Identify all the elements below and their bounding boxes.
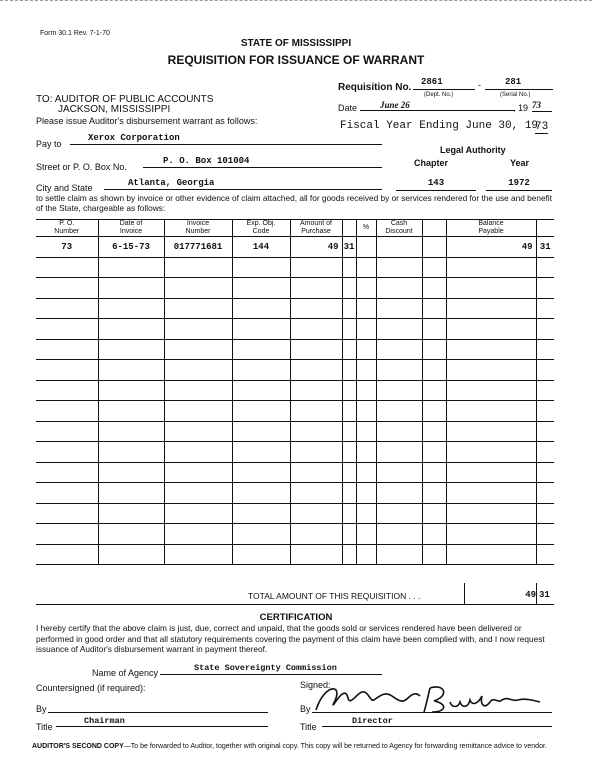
fiscal-label: Fiscal Year Ending June 30, 19 (340, 120, 539, 132)
settle-text: to settle claim as shown by invoice or other evidence of claim attached, all for goods received by or services rendered for the use and benefit of the State, chargeable as follows: (36, 193, 553, 213)
table-cell (422, 380, 446, 401)
charges-table (36, 219, 554, 565)
handwritten-signature (312, 682, 542, 716)
table-cell (164, 544, 232, 565)
table-cell (422, 462, 446, 483)
table-cell (290, 421, 342, 442)
table-cell (446, 483, 536, 504)
table-cell (98, 360, 164, 381)
table-cell (98, 503, 164, 524)
chapter-label: Chapter (414, 158, 449, 168)
table-row-empty (36, 462, 554, 483)
table-cell (164, 319, 232, 340)
by-line-left (48, 712, 268, 713)
table-cell (164, 462, 232, 483)
dash: - (478, 80, 481, 90)
countersigned-label: Countersigned (if required): (36, 683, 146, 693)
table-cell (422, 339, 446, 360)
table-cell (356, 360, 376, 381)
table-cell (376, 483, 422, 504)
table-cell (446, 257, 536, 278)
title-label-right: Title (300, 722, 317, 732)
table-cell (164, 442, 232, 463)
legal-year-value: 1972 (486, 178, 552, 191)
table-cell (164, 278, 232, 299)
table-cell (356, 298, 376, 319)
table-cell (356, 237, 376, 258)
table-cell (232, 462, 290, 483)
table-cell (356, 483, 376, 504)
table-cell (376, 319, 422, 340)
table-cell (290, 339, 342, 360)
table-cell (446, 401, 536, 422)
date-label: Date (338, 103, 358, 113)
table-cell (446, 524, 536, 545)
table-cell: 017771681 (164, 237, 232, 258)
requisition-label: Requisition No. (338, 82, 412, 93)
table-cell (232, 421, 290, 442)
table-cell (290, 503, 342, 524)
table-row-empty (36, 421, 554, 442)
table-cell (446, 360, 536, 381)
table-cell (422, 524, 446, 545)
year-label: Year (510, 158, 530, 168)
table-row-empty (36, 544, 554, 565)
table-cell (342, 339, 356, 360)
pay-to-value: Xerox Corporation (70, 133, 382, 145)
table-cell (536, 401, 554, 422)
table-cell (164, 524, 232, 545)
table-cell: 31 (536, 237, 554, 258)
table-cell (98, 483, 164, 504)
total-cents: 31 (539, 590, 550, 600)
certification-text: I hereby certify that the above claim is just, due, correct and unpaid, that the goods sold or services rendered have been delivered or performed in good order and that all statutory requirements covering the payment of this claim have been complied with, and I now request issuance of Auditor's disbursement warrant in payment thereof. (36, 623, 545, 654)
table-cell (98, 319, 164, 340)
table-cell (342, 442, 356, 463)
table-cell (376, 298, 422, 319)
table-cell (376, 360, 422, 381)
agency-value: State Sovereignty Commission (160, 663, 382, 675)
table-cell (290, 401, 342, 422)
serial-no: 281 (485, 77, 553, 90)
table-cell (342, 544, 356, 565)
dept-no: 2861 (413, 77, 475, 90)
table-cell (232, 544, 290, 565)
table-cell (290, 298, 342, 319)
table-cell (536, 339, 554, 360)
table-cell (36, 319, 98, 340)
table-cell (376, 524, 422, 545)
table-cell (98, 298, 164, 319)
table-cell (36, 339, 98, 360)
table-cell (536, 544, 554, 565)
serial-no-caption: (Serial No.) (500, 92, 531, 98)
table-cell (290, 319, 342, 340)
table-cell (422, 442, 446, 463)
form-title: REQUISITION FOR ISSUANCE OF WARRANT (167, 53, 425, 67)
city-label: City and State (36, 183, 93, 193)
table-cell: 144 (232, 237, 290, 258)
table-cell (232, 483, 290, 504)
table-cell (536, 298, 554, 319)
column-header (342, 220, 356, 237)
table-cell (232, 360, 290, 381)
column-header: Date of Invoice (98, 220, 164, 237)
table-cell (98, 278, 164, 299)
table-cell (376, 339, 422, 360)
table-cell (98, 257, 164, 278)
table-cell (290, 380, 342, 401)
table-cell (98, 524, 164, 545)
table-cell (356, 339, 376, 360)
table-cell (376, 462, 422, 483)
table-header-row (36, 220, 554, 237)
table-row-empty (36, 380, 554, 401)
table-cell: 73 (36, 237, 98, 258)
table-cell (98, 339, 164, 360)
table-cell (164, 483, 232, 504)
table-cell (536, 360, 554, 381)
table-cell (536, 442, 554, 463)
state-heading: STATE OF MISSISSIPPI (240, 38, 352, 49)
date-value: June 26 (360, 100, 515, 111)
table-cell (376, 421, 422, 442)
total-dollars: 49 (525, 590, 536, 600)
table-cell (98, 462, 164, 483)
signed-label: Signed: (300, 680, 331, 690)
table-cell (342, 401, 356, 422)
table-cell (446, 339, 536, 360)
table-row-empty (36, 401, 554, 422)
table-cell (36, 524, 98, 545)
table-cell (290, 462, 342, 483)
table-row-empty (36, 339, 554, 360)
table-cell (290, 257, 342, 278)
table-cell: 49 (290, 237, 342, 258)
table-cell (36, 421, 98, 442)
table-cell (536, 462, 554, 483)
table-cell (98, 380, 164, 401)
table-cell (446, 503, 536, 524)
table-cell (356, 544, 376, 565)
table-cell (536, 503, 554, 524)
table-cell (232, 442, 290, 463)
table-cell (446, 278, 536, 299)
table-cell (446, 544, 536, 565)
table-cell (164, 421, 232, 442)
table-row-empty (36, 360, 554, 381)
table-cell (36, 442, 98, 463)
by-label-left: By (36, 704, 47, 714)
table-cell (342, 380, 356, 401)
table-cell (342, 278, 356, 299)
table-cell (422, 544, 446, 565)
table-cell (356, 462, 376, 483)
table-cell (232, 257, 290, 278)
table-cell (422, 483, 446, 504)
table-cell (36, 257, 98, 278)
table-cell: 6-15-73 (98, 237, 164, 258)
table-cell (356, 257, 376, 278)
table-row-empty (36, 278, 554, 299)
fiscal-year: 73 (535, 121, 549, 133)
table-cell (164, 339, 232, 360)
table-cell (164, 257, 232, 278)
table-cell (446, 442, 536, 463)
agency-label: Name of Agency (92, 668, 159, 678)
table-cell (232, 503, 290, 524)
table-row-empty (36, 524, 554, 545)
form-number: Form 30.1 Rev. 7-1-70 (40, 30, 110, 37)
table-cell (164, 298, 232, 319)
table-cell: 49 (446, 237, 536, 258)
table-cell (356, 503, 376, 524)
footer-text: —To be forwarded to Auditor, together with original copy. This copy will be returned to Agency for forwarding remittance advice to vendor. (123, 743, 547, 750)
footer (32, 742, 556, 751)
table-cell (36, 483, 98, 504)
city-value: Atlanta, Georgia (104, 178, 382, 190)
table-cell (164, 503, 232, 524)
table-cell (536, 421, 554, 442)
table-cell (36, 380, 98, 401)
table-cell (232, 524, 290, 545)
table-cell (290, 442, 342, 463)
right-title-value: Director (322, 716, 552, 727)
year-value: 73 (532, 100, 552, 112)
table-row-empty (36, 257, 554, 278)
table-cell (98, 544, 164, 565)
table-cell (232, 298, 290, 319)
street-value: P. O. Box 101004 (143, 156, 382, 168)
table-row-empty (36, 298, 554, 319)
table-cell (536, 380, 554, 401)
legal-heading: Legal Authority (440, 145, 506, 155)
table-cell (536, 278, 554, 299)
table-cell (342, 524, 356, 545)
to-line1: TO: AUDITOR OF PUBLIC ACCOUNTS (36, 94, 214, 105)
table-cell (422, 319, 446, 340)
table-cell (36, 544, 98, 565)
table-cell (342, 298, 356, 319)
table-cell (422, 298, 446, 319)
table-cell (422, 278, 446, 299)
table-cell (376, 401, 422, 422)
table-row-empty (36, 503, 554, 524)
table-cell (164, 401, 232, 422)
table-cell (36, 278, 98, 299)
total-label: TOTAL AMOUNT OF THIS REQUISITION . . . (248, 591, 421, 601)
table-cell (422, 360, 446, 381)
table-cell (342, 360, 356, 381)
to-line2: JACKSON, MISSISSIPPI (58, 104, 171, 115)
column-header: Exp. Obj. Code (232, 220, 290, 237)
table-cell (342, 483, 356, 504)
table-cell (356, 401, 376, 422)
table-cell (376, 544, 422, 565)
table-cell (536, 483, 554, 504)
table-cell (536, 319, 554, 340)
column-header (536, 220, 554, 237)
table-cell (232, 339, 290, 360)
table-cell (422, 421, 446, 442)
table-cell (356, 524, 376, 545)
table-cell (232, 278, 290, 299)
table-cell (422, 257, 446, 278)
table-cell (164, 380, 232, 401)
table-cell (36, 298, 98, 319)
column-header: Balance Payable (446, 220, 536, 237)
table-cell (232, 401, 290, 422)
by-label-right: By (300, 704, 311, 714)
table-cell (376, 257, 422, 278)
table-cell (356, 319, 376, 340)
table-cell (36, 360, 98, 381)
certification-heading: CERTIFICATION (259, 612, 333, 623)
table-cell (356, 442, 376, 463)
table-cell (376, 380, 422, 401)
table-cell (446, 462, 536, 483)
total-divider (464, 583, 465, 604)
title-label-left: Title (36, 722, 53, 732)
table-cell (36, 462, 98, 483)
table-cell (376, 442, 422, 463)
table-cell (36, 503, 98, 524)
table-cell (342, 257, 356, 278)
table-cell (36, 401, 98, 422)
column-header (422, 220, 446, 237)
table-cell (376, 237, 422, 258)
table-row-empty (36, 483, 554, 504)
left-title-value: Chairman (56, 716, 268, 727)
table-cell (342, 503, 356, 524)
table-cell (342, 462, 356, 483)
table-cell (446, 298, 536, 319)
column-header: Amount of Purchase (290, 220, 342, 237)
to-instruction: Please issue Auditor's disbursement warrant as follows: (36, 116, 258, 126)
chapter-value: 143 (396, 178, 476, 191)
street-label: Street or P. O. Box No. (36, 162, 127, 172)
table-cell (98, 401, 164, 422)
table-cell (290, 544, 342, 565)
total-row (36, 584, 554, 605)
table-cell (446, 421, 536, 442)
table-cell (422, 237, 446, 258)
table-cell (290, 278, 342, 299)
table-cell (446, 319, 536, 340)
table-cell (290, 360, 342, 381)
table-cell (376, 503, 422, 524)
table-cell (446, 380, 536, 401)
table-cell (356, 380, 376, 401)
table-cell (376, 278, 422, 299)
table-cell (536, 257, 554, 278)
table-cell (290, 483, 342, 504)
table-cell (342, 319, 356, 340)
column-header: % (356, 220, 376, 237)
dept-no-caption: (Dept. No.) (424, 92, 454, 98)
total-cents-divider (536, 583, 537, 604)
table-cell (356, 278, 376, 299)
table-row-empty (36, 319, 554, 340)
column-header: Cash Discount (376, 220, 422, 237)
table-cell (356, 421, 376, 442)
column-header: Invoice Number (164, 220, 232, 237)
table-cell (98, 421, 164, 442)
year-prefix: , 19 (513, 103, 529, 113)
footer-bold: AUDITOR'S SECOND COPY (32, 743, 124, 750)
table-cell (422, 401, 446, 422)
table-cell (290, 524, 342, 545)
column-header: P. O. Number (36, 220, 98, 237)
table-row (36, 237, 554, 258)
table-cell (164, 360, 232, 381)
pay-to-label: Pay to (36, 139, 62, 149)
table-cell (98, 442, 164, 463)
page-edge (0, 0, 592, 4)
table-cell (536, 524, 554, 545)
table-cell (232, 380, 290, 401)
table-cell (422, 503, 446, 524)
table-cell: 31 (342, 237, 356, 258)
table-cell (232, 319, 290, 340)
table-cell (342, 421, 356, 442)
table-row-empty (36, 442, 554, 463)
